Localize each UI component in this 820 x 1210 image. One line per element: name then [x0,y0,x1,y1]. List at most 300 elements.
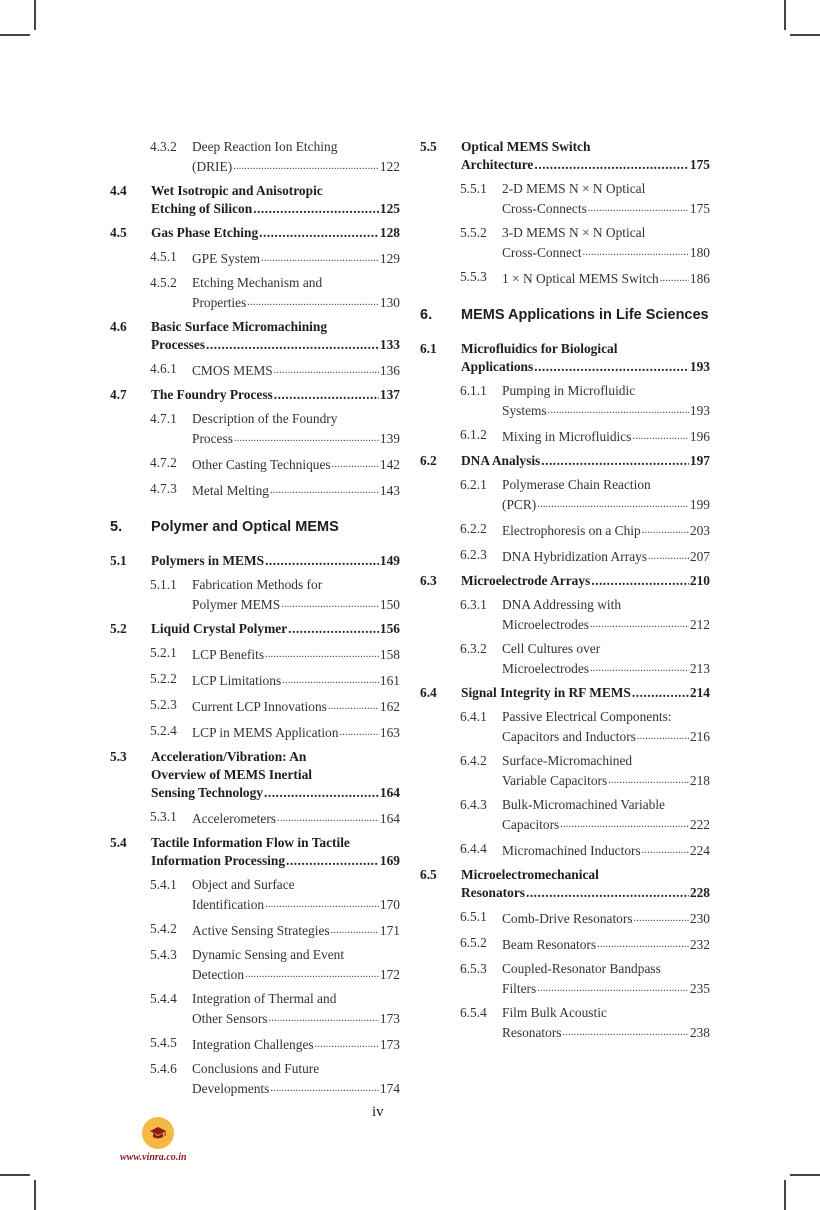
entry-page-number: 230 [689,911,710,926]
entry-title-line: Conclusions and Future [192,1061,320,1076]
toc-subsection-entry[interactable] [110,644,400,664]
toc-section-entry[interactable] [110,182,400,218]
entry-number: 4.7.2 [150,455,177,470]
entry-number: 6.5 [420,867,437,882]
dot-leader [328,696,379,716]
dot-leader [245,964,379,984]
entry-title-text: Metal Melting [192,483,269,498]
entry-title-text: Microelectrode Arrays [461,573,591,588]
crop-mark-top-right-horizontal [790,34,820,36]
entry-title-text: (PCR) [502,497,537,512]
entry-title-line: Film Bulk Acoustic [502,1005,607,1020]
entry-title-last-line [151,224,400,242]
entry-title-text: Other Sensors [192,1011,268,1026]
entry-title-line: Surface-Micromachined [502,753,633,768]
entry-page-number: 122 [379,159,400,174]
dot-leader [339,722,378,742]
entry-page-number: 207 [689,549,710,564]
entry-number: 5.4.1 [150,877,177,892]
entry-title-last-line [502,198,710,218]
entry-number: 5.4.5 [150,1035,177,1050]
entry-title-text: Comb-Drive Resonators [502,911,633,926]
entry-title-last-line [502,242,710,262]
toc-subsection-entry[interactable] [110,696,400,716]
entry-title-text: Polymers in MEMS [151,553,265,568]
entry-title-line: Basic Surface Micromachining [151,319,328,334]
toc-subsection-entry[interactable] [420,268,710,288]
entry-body [192,722,400,742]
entry-page-number: 158 [379,647,400,662]
dot-leader [560,814,689,834]
entry-page-number: 156 [379,621,400,636]
entry-title-line: DNA Addressing with [502,597,622,612]
entry-title-text: LCP Limitations [192,673,282,688]
entry-body [502,546,710,566]
entry-body [151,318,400,354]
entry-number: 6.4.2 [460,753,487,768]
entry-title-text: 1 × N Optical MEMS Switch [502,271,659,286]
entry-body [502,1004,710,1042]
entry-body [502,268,710,288]
entry-title-text: Microelectrodes [502,617,589,632]
entry-number: 6.5.2 [460,935,487,950]
toc-subsection-entry[interactable] [110,480,400,500]
toc-section-entry[interactable] [110,552,400,570]
entry-page-number: 173 [379,1037,400,1052]
entry-title-last-line [151,620,400,638]
entry-number: 4.6 [110,319,127,334]
dot-leader [315,1034,379,1054]
entry-page-number: 128 [379,225,400,240]
dot-leader [281,594,379,614]
dot-leader [253,200,379,218]
dot-leader [537,978,689,998]
entry-body [502,382,710,420]
entry-title-text: Resonators [502,1025,562,1040]
entry-body [192,1060,400,1098]
dot-leader [269,1008,379,1028]
entry-page-number: 150 [379,597,400,612]
entry-title-last-line [461,156,710,174]
entry-title-last-line [151,336,400,354]
entry-body [502,752,710,790]
entry-title-text: Beam Resonators [502,937,597,952]
crop-mark-bottom-left-horizontal [0,1174,30,1176]
dot-leader [277,808,379,828]
entry-number: 5.5 [420,139,437,154]
toc-subsection-entry[interactable] [420,546,710,566]
toc-subsection-entry[interactable] [420,840,710,860]
entry-number: 5.3.1 [150,809,177,824]
entry-number: 5.5.1 [460,181,487,196]
dot-leader [583,242,689,262]
entry-title-last-line [151,852,400,870]
entry-page-number: 162 [379,699,400,714]
entry-number: 5.4.2 [150,921,177,936]
entry-title-text: Etching of Silicon [151,201,253,216]
entry-number: 6.5.1 [460,909,487,924]
entry-title-text: The Foundry Process [151,387,273,402]
toc-subsection-entry[interactable] [420,752,710,790]
toc-subsection-entry[interactable] [420,796,710,834]
entry-title-line: Polymerase Chain Reaction [502,477,651,492]
entry-body [151,748,400,802]
dot-leader [265,552,379,570]
dot-leader [632,684,689,702]
watermark-url: www.vinra.co.in [120,1152,187,1163]
entry-body [151,620,400,638]
entry-title-last-line [151,386,400,404]
entry-body [461,340,710,376]
toc-subsection-entry[interactable] [110,274,400,312]
entry-title-text: Cross-Connects [502,201,587,216]
dot-leader [261,248,379,268]
toc-subsection-entry[interactable] [110,1034,400,1054]
toc-subsection-entry[interactable] [110,670,400,690]
entry-title-last-line [502,426,710,446]
dot-leader [637,726,689,746]
entry-body [192,696,400,716]
chapter-heading [110,518,400,536]
dot-leader [282,670,379,690]
toc-subsection-entry[interactable] [420,908,710,928]
entry-title-text: Electrophoresis on a Chip [502,523,641,538]
page-number: iv [372,1104,384,1120]
entry-title-last-line [192,454,400,474]
toc-subsection-entry[interactable] [420,596,710,634]
entry-title-text: Identification [192,897,265,912]
entry-number: 4.5.2 [150,275,177,290]
entry-body [502,796,710,834]
entry-page-number: 139 [379,431,400,446]
chapter-number: 6. [420,307,433,323]
entry-number: 6.2.3 [460,547,487,562]
dot-leader [234,428,379,448]
dot-leader [642,520,689,540]
toc-subsection-entry[interactable] [110,876,400,914]
entry-page-number: 193 [689,359,710,374]
entry-body [502,596,710,634]
entry-title-line: 2-D MEMS N × N Optical [502,181,646,196]
dot-leader [591,572,689,590]
entry-body [151,552,400,570]
toc-section-entry[interactable] [420,452,710,470]
toc-subsection-entry[interactable] [110,920,400,940]
entry-body [151,182,400,218]
entry-title-text: LCP in MEMS Application [192,725,339,740]
entry-title-last-line [192,1008,400,1028]
dot-leader [264,784,379,802]
entry-title-text: Integration Challenges [192,1037,314,1052]
entry-number: 5.1.1 [150,577,177,592]
entry-page-number: 216 [689,729,710,744]
entry-number: 4.7.1 [150,411,177,426]
toc-subsection-entry[interactable] [420,520,710,540]
entry-title-last-line [192,1078,400,1098]
entry-number: 4.5 [110,225,127,240]
entry-body [192,808,400,828]
entry-title-text: Properties [192,295,247,310]
entry-number: 4.7 [110,387,127,402]
entry-title-last-line [502,770,710,790]
entry-page-number: 197 [689,453,710,468]
dot-leader [648,546,689,566]
dot-leader [634,908,689,928]
entry-title-text: DNA Analysis [461,453,541,468]
toc-subsection-entry[interactable] [110,138,400,176]
entry-title-last-line [502,546,710,566]
dot-leader [537,494,689,514]
entry-title-text: Capacitors [502,817,560,832]
entry-body [151,224,400,242]
entry-title-text: Filters [502,981,537,996]
dot-leader [588,198,689,218]
toc-subsection-entry[interactable] [420,382,710,420]
entry-title-line: Bulk-Micromachined Variable [502,797,665,812]
entry-page-number: 170 [379,897,400,912]
entry-number: 5.2.2 [150,671,177,686]
entry-title-last-line [461,572,710,590]
toc-subsection-entry[interactable] [420,426,710,446]
entry-page-number: 136 [379,363,400,378]
entry-page-number: 199 [689,497,710,512]
entry-page-number: 228 [689,885,710,900]
entry-number: 4.5.1 [150,249,177,264]
entry-body [502,476,710,514]
entry-page-number: 171 [379,923,400,938]
entry-page-number: 232 [689,937,710,952]
entry-title-last-line [502,400,710,420]
entry-title-last-line [502,908,710,928]
entry-body [461,138,710,174]
toc-subsection-entry[interactable] [110,722,400,742]
entry-page-number: 213 [689,661,710,676]
entry-body [502,840,710,860]
entry-title-text: Information Processing [151,853,286,868]
entry-page-number: 222 [689,817,710,832]
dot-leader [563,1022,689,1042]
entry-title-last-line [192,360,400,380]
toc-subsection-entry[interactable] [110,1060,400,1098]
entry-body [502,520,710,540]
entry-title-last-line [151,784,400,802]
entry-title-text: Microelectrodes [502,661,589,676]
entry-number: 5.4.6 [150,1061,177,1076]
entry-page-number: 173 [379,1011,400,1026]
toc-subsection-entry[interactable] [110,946,400,984]
entry-page-number: 212 [689,617,710,632]
entry-title-text: Cross-Connect [502,245,582,260]
entry-number: 6.4.4 [460,841,487,856]
entry-number: 5.4.4 [150,991,177,1006]
entry-title-line: Overview of MEMS Inertial [151,767,313,782]
toc-subsection-entry[interactable] [420,224,710,262]
entry-body [192,876,400,914]
entry-number: 5.2.3 [150,697,177,712]
entry-body [192,248,400,268]
toc-section-entry[interactable] [110,834,400,870]
entry-title-line: Optical MEMS Switch [461,139,591,154]
entry-title-last-line [192,292,400,312]
entry-title-last-line [461,884,710,902]
dot-leader [526,884,689,902]
entry-title-last-line [192,480,400,500]
entry-number: 4.7.3 [150,481,177,496]
entry-body [192,410,400,448]
entry-body [192,920,400,940]
entry-title-last-line [502,1022,710,1042]
crop-mark-bottom-right-vertical [784,1180,786,1210]
entry-title-text: Capacitors and Inductors [502,729,636,744]
toc-subsection-entry[interactable] [110,808,400,828]
toc-subsection-entry[interactable] [110,990,400,1028]
entry-title-text: GPE System [192,251,261,266]
entry-title-text: Sensing Technology [151,785,264,800]
dot-leader [286,852,379,870]
toc-section-entry[interactable] [110,748,400,802]
entry-body [151,834,400,870]
chapter-title: MEMS Applications in Life Sciences [461,307,709,323]
entry-number: 5.3 [110,749,127,764]
dot-leader [206,336,379,354]
toc-section-entry[interactable] [110,224,400,242]
dot-leader [247,292,379,312]
entry-title-last-line [461,452,710,470]
crop-mark-top-right-vertical [784,0,786,30]
entry-number: 6.3 [420,573,437,588]
dot-leader [541,452,689,470]
entry-page-number: 174 [379,1081,400,1096]
entry-body [192,670,400,690]
toc-section-entry[interactable] [420,340,710,376]
entry-title-last-line [192,808,400,828]
entry-title-last-line [192,644,400,664]
toc-section-entry[interactable] [420,866,710,902]
entry-body [192,990,400,1028]
chapter-heading [420,306,710,324]
entry-page-number: 193 [689,403,710,418]
entry-title-last-line [461,684,710,702]
entry-title-text: LCP Benefits [192,647,265,662]
entry-title-text: Variable Capacitors [502,773,608,788]
toc-section-entry[interactable] [110,386,400,404]
entry-title-last-line [502,614,710,634]
entry-title-line: Integration of Thermal and [192,991,337,1006]
entry-title-last-line [192,670,400,690]
dot-leader [288,620,379,638]
entry-title-text: DNA Hybridization Arrays [502,549,648,564]
entry-number: 6.2 [420,453,437,468]
toc-subsection-entry[interactable] [420,708,710,746]
entry-number: 5.2.4 [150,723,177,738]
toc-subsection-entry[interactable] [420,934,710,954]
dot-leader [597,934,689,954]
entry-number: 6.4 [420,685,437,700]
entry-page-number: 161 [379,673,400,688]
entry-title-last-line [461,358,710,376]
entry-title-last-line [192,696,400,716]
entry-title-text: Micromachined Inductors [502,843,641,858]
toc-subsection-entry[interactable] [420,180,710,218]
entry-title-text: Current LCP Innovations [192,699,327,714]
entry-page-number: 218 [689,773,710,788]
toc-subsection-entry[interactable] [420,476,710,514]
entry-title-line: Tactile Information Flow in Tactile [151,835,350,850]
entry-page-number: 214 [689,685,710,700]
dot-leader [265,644,379,664]
entry-number: 6.5.3 [460,961,487,976]
entry-page-number: 149 [379,553,400,568]
entry-title-last-line [502,978,710,998]
entry-page-number: 125 [379,201,400,216]
entry-page-number: 164 [379,785,400,800]
toc-subsection-entry[interactable] [110,360,400,380]
entry-page-number: 175 [689,157,710,172]
toc-section-entry[interactable] [110,318,400,354]
entry-body [502,960,710,998]
entry-title-line: Coupled-Resonator Bandpass [502,961,661,976]
entry-title-last-line [502,726,710,746]
toc-section-entry[interactable] [420,684,710,702]
entry-title-last-line [192,594,400,614]
toc-subsection-entry[interactable] [110,248,400,268]
entry-number: 5.5.2 [460,225,487,240]
dot-leader [590,658,689,678]
entry-body [461,866,710,902]
entry-number: 4.4 [110,183,127,198]
entry-body [502,908,710,928]
entry-number: 6.2.2 [460,521,487,536]
entry-page-number: 172 [379,967,400,982]
toc-subsection-entry[interactable] [420,640,710,678]
entry-number: 6.1.2 [460,427,487,442]
entry-page-number: 196 [689,429,710,444]
toc-section-entry[interactable] [420,572,710,590]
toc-subsection-entry[interactable] [110,410,400,448]
entry-title-line: Pumping in Microfluidic [502,383,636,398]
entry-title-text: Processes [151,337,206,352]
entry-number: 5.4 [110,835,127,850]
dot-leader [270,480,379,500]
entry-title-line: Object and Surface [192,877,295,892]
dot-leader [590,614,689,634]
entry-page-number: 130 [379,295,400,310]
crop-mark-top-left-vertical [34,0,36,30]
entry-number: 6.4.3 [460,797,487,812]
toc-subsection-entry[interactable] [420,1004,710,1042]
entry-title-text: Process [192,431,233,446]
entry-title-last-line [192,722,400,742]
vinra-logo [142,1117,174,1149]
toc-subsection-entry[interactable] [110,576,400,614]
toc-section-entry[interactable] [110,620,400,638]
dot-leader [270,1078,379,1098]
entry-title-line: Description of the Foundry [192,411,338,426]
entry-title-text: (DRIE) [192,159,233,174]
entry-page-number: 186 [689,271,710,286]
entry-page-number: 142 [379,457,400,472]
toc-subsection-entry[interactable] [110,454,400,474]
dot-leader [265,894,379,914]
entry-page-number: 180 [689,245,710,260]
entry-title-text: Architecture [461,157,534,172]
entry-title-last-line [502,494,710,514]
toc-section-entry[interactable] [420,138,710,174]
entry-title-last-line [502,658,710,678]
entry-body [192,644,400,664]
entry-number: 5.2 [110,621,127,636]
toc-subsection-entry[interactable] [420,960,710,998]
